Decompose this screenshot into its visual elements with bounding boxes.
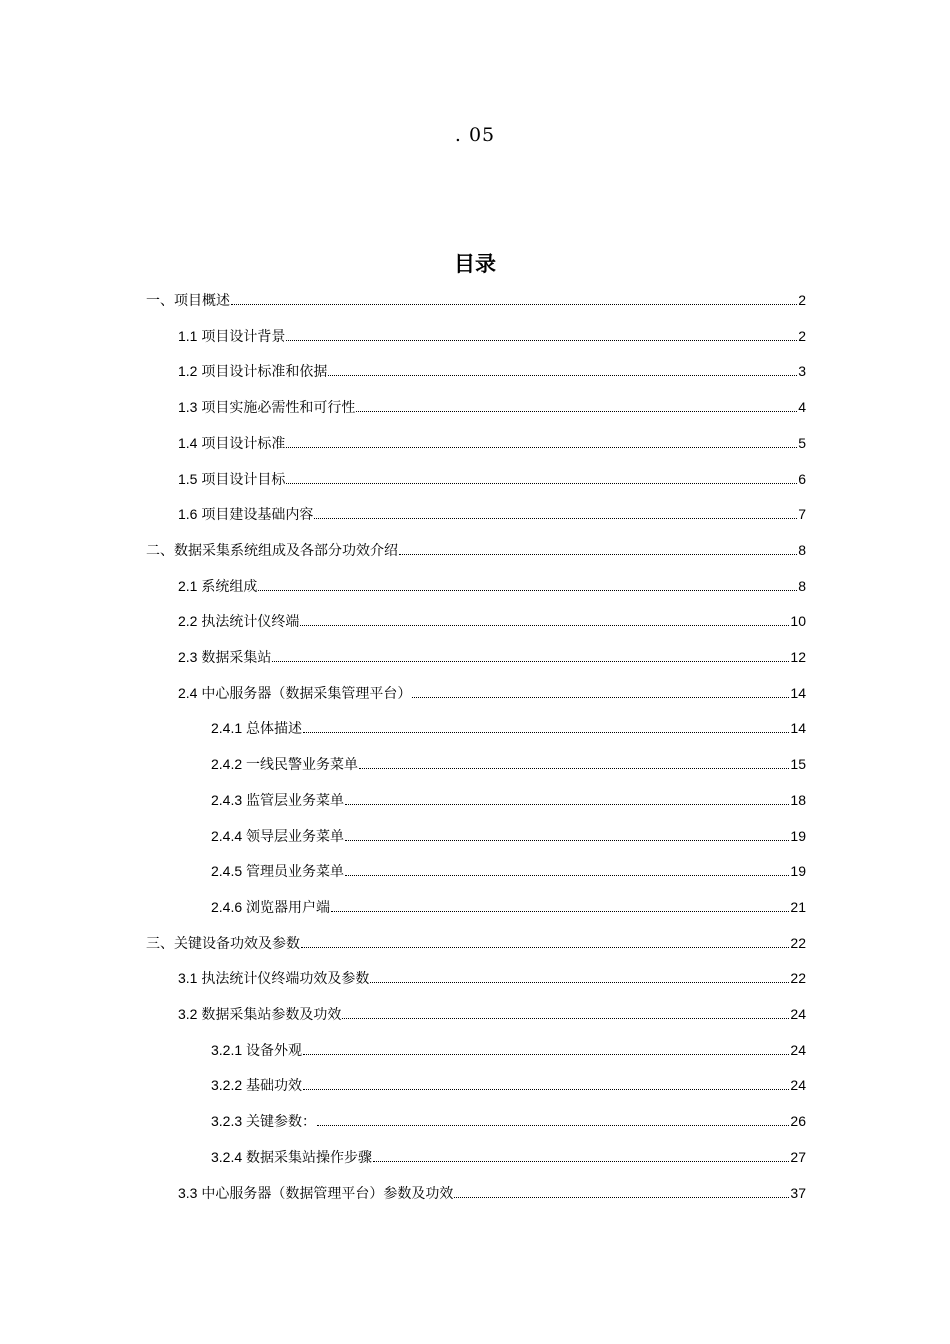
toc-leader-dots: [373, 1161, 789, 1162]
toc-entry-page: 8: [798, 578, 806, 594]
toc-entry-page: 22: [790, 970, 806, 986]
toc-leader-dots: [331, 911, 789, 912]
toc-entry[interactable]: [211, 824, 806, 848]
toc-entry-text: 设备外观: [246, 1043, 303, 1059]
toc-leader-dots: [345, 804, 789, 805]
toc-entry-text: 项目设计标准: [201, 436, 286, 452]
toc-entry-text: 项目设计目标: [201, 472, 286, 488]
toc-entry-page: 7: [798, 506, 806, 522]
toc-entry-text: 管理员业务菜单: [246, 864, 345, 880]
toc-entry[interactable]: [178, 966, 806, 990]
toc-entry-number: 3.2.4: [211, 1149, 247, 1165]
toc-entry-text: 领导层业务菜单: [246, 829, 345, 845]
toc-entry-page: 27: [790, 1149, 806, 1165]
toc-entry-number: 2.2: [178, 613, 202, 629]
toc-entry-page: 18: [790, 792, 806, 808]
toc-leader-dots: [314, 518, 797, 519]
toc-entry-text: 项目建设基础内容: [201, 507, 314, 523]
toc-entry[interactable]: [178, 502, 806, 526]
toc-entry-page: 5: [798, 435, 806, 451]
toc-entry-page: 24: [790, 1077, 806, 1093]
toc-entry-text: 一线民警业务菜单: [246, 757, 359, 773]
toc-entry-text: 系统组成: [201, 579, 258, 595]
toc-entry-page: 19: [790, 863, 806, 879]
toc-leader-dots: [342, 1018, 789, 1019]
toc-leader-dots: [303, 1089, 789, 1090]
toc-leader-dots: [317, 1125, 789, 1126]
toc-entry-number: 2.1: [178, 578, 202, 594]
toc-leader-dots: [286, 483, 797, 484]
toc-entry[interactable]: [146, 931, 806, 955]
toc-entry[interactable]: [178, 681, 806, 705]
toc-entry[interactable]: [178, 324, 806, 348]
toc-entry-page: 14: [790, 685, 806, 701]
toc-entry[interactable]: [211, 1145, 806, 1169]
toc-entry-page: 24: [790, 1042, 806, 1058]
toc-leader-dots: [300, 625, 789, 626]
toc-entry[interactable]: [178, 1002, 806, 1026]
toc-entry-text: 项目设计背景: [201, 329, 286, 345]
header-date: . 05: [454, 124, 496, 146]
toc-leader-dots: [454, 1197, 789, 1198]
toc-entry-number: 1.1: [178, 328, 202, 344]
toc-leader-dots: [272, 661, 789, 662]
toc-entry-text: 数据采集站操作步骤: [246, 1150, 373, 1166]
toc-entry-number: 2.4.2: [211, 756, 247, 772]
toc-leader-dots: [370, 982, 789, 983]
toc-entry-number: 2.4.4: [211, 828, 247, 844]
toc-entry-text: 数据采集站参数及功效: [201, 1007, 342, 1023]
toc-entry[interactable]: [146, 538, 806, 562]
toc-entry-text: 中心服务器（数据管理平台）参数及功效: [201, 1186, 454, 1202]
toc-entry-page: 3: [798, 363, 806, 379]
toc-entry-text: 项目实施必需性和可行性: [201, 400, 356, 416]
toc-leader-dots: [412, 697, 789, 698]
toc-leader-dots: [286, 447, 797, 448]
toc-entry-number: 3.2.2: [211, 1077, 247, 1093]
toc-leader-dots: [303, 732, 789, 733]
toc-entry-number: 1.4: [178, 435, 202, 451]
toc-entry-number: 3.2.1: [211, 1042, 247, 1058]
toc-entry-number: 1.6: [178, 506, 202, 522]
toc-leader-dots: [286, 340, 797, 341]
toc-entry[interactable]: [211, 1073, 806, 1097]
toc-entry[interactable]: [178, 574, 806, 598]
toc-entry-text: 基础功效: [246, 1078, 303, 1094]
toc-entry-text: 执法统计仪终端功效及参数: [201, 971, 370, 987]
toc-entry-number: 1.2: [178, 363, 202, 379]
toc-entry-number: 1.3: [178, 399, 202, 415]
toc-entry[interactable]: [211, 1038, 806, 1062]
toc-entry-text: 执法统计仪终端: [201, 614, 300, 630]
toc-leader-dots: [345, 875, 789, 876]
toc-entry[interactable]: [178, 467, 806, 491]
toc-leader-dots: [301, 947, 789, 948]
toc-entry[interactable]: [146, 288, 806, 312]
toc-entry[interactable]: [211, 752, 806, 776]
toc-entry-page: 19: [790, 828, 806, 844]
toc-entry-page: 2: [798, 328, 806, 344]
toc-leader-dots: [231, 304, 797, 305]
toc-entry-page: 6: [798, 471, 806, 487]
toc-entry-page: 21: [790, 899, 806, 915]
toc-entry[interactable]: [211, 859, 806, 883]
toc-entry[interactable]: [178, 609, 806, 633]
toc-entry-number: 3.1: [178, 970, 202, 986]
toc-entry[interactable]: [178, 645, 806, 669]
toc-leader-dots: [356, 411, 797, 412]
toc-entry-number: 1.5: [178, 471, 202, 487]
toc-entry-number: 2.4.5: [211, 863, 247, 879]
toc-entry-number: 2.4: [178, 685, 202, 701]
toc-entry-number: 3.2.3: [211, 1113, 247, 1129]
toc-entry[interactable]: [178, 431, 806, 455]
toc-entry-text: 关键参数：: [246, 1114, 317, 1130]
toc-entry-number: 3.2: [178, 1006, 202, 1022]
toc-leader-dots: [399, 554, 797, 555]
toc-leader-dots: [258, 590, 797, 591]
toc-entry-page: 26: [790, 1113, 806, 1129]
toc-entry[interactable]: [211, 788, 806, 812]
toc-entry-page: 24: [790, 1006, 806, 1022]
toc-leader-dots: [328, 375, 797, 376]
toc-entry-page: 14: [790, 720, 806, 736]
toc-entry[interactable]: [211, 1109, 806, 1133]
toc-entry-page: 2: [798, 292, 806, 308]
toc-entry-text: 三、关键设备功效及参数: [146, 936, 300, 952]
toc-entry-text: 浏览器用户端: [246, 900, 331, 916]
toc-title: 目录: [454, 252, 496, 276]
toc-entry-text: 中心服务器（数据采集管理平台）: [201, 686, 412, 702]
toc-entry-page: 12: [790, 649, 806, 665]
toc-entry-text: 总体描述: [246, 721, 303, 737]
toc-entry-text: 二、数据采集系统组成及各部分功效介绍: [146, 543, 398, 559]
toc-entry-page: 22: [790, 935, 806, 951]
toc-entry-number: 2.4.3: [211, 792, 247, 808]
toc-entry[interactable]: [178, 1181, 806, 1205]
toc-entry-number: 3.3: [178, 1185, 202, 1201]
toc-entry-page: 15: [790, 756, 806, 772]
toc-entry-text: 项目设计标准和依据: [201, 364, 328, 380]
toc-entry-page: 8: [798, 542, 806, 558]
toc-entry-page: 4: [798, 399, 806, 415]
toc-entry[interactable]: [178, 359, 806, 383]
toc-entry-page: 37: [790, 1185, 806, 1201]
toc-entry-number: 2.4.1: [211, 720, 247, 736]
toc-leader-dots: [359, 768, 789, 769]
toc-entry-text: 一、项目概述: [146, 293, 230, 309]
toc-leader-dots: [345, 840, 789, 841]
toc-entry-number: 2.4.6: [211, 899, 247, 915]
toc-entry[interactable]: [211, 895, 806, 919]
toc-entry-page: 10: [790, 613, 806, 629]
toc-leader-dots: [303, 1054, 789, 1055]
toc-entry[interactable]: [178, 395, 806, 419]
toc-entry-number: 2.3: [178, 649, 202, 665]
toc-entry[interactable]: [211, 716, 806, 740]
toc-entry-text: 数据采集站: [201, 650, 272, 666]
toc-entry-text: 监管层业务菜单: [246, 793, 345, 809]
